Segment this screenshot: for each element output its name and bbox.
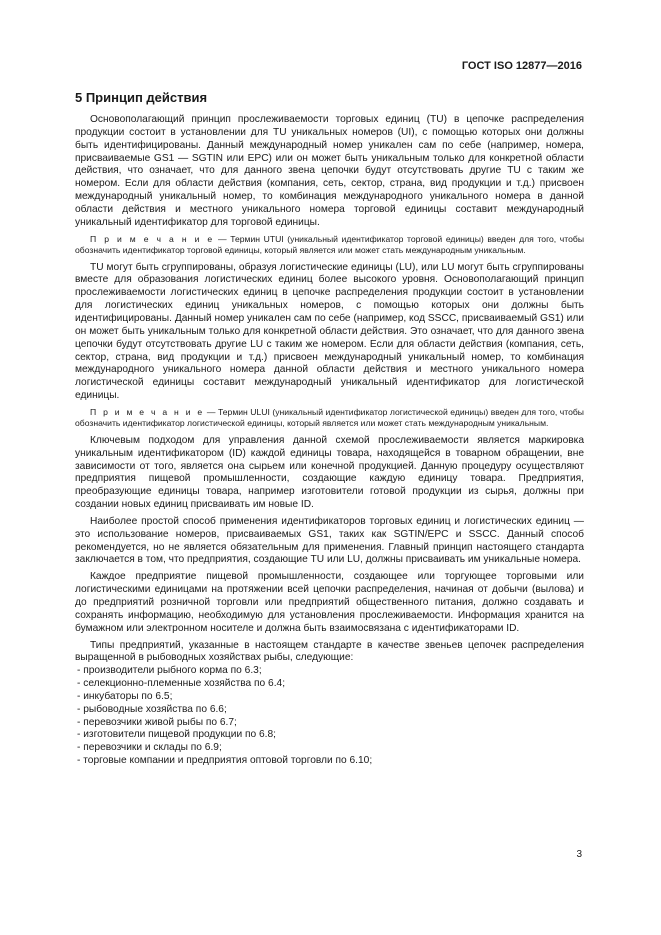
list-item: - рыбоводные хозяйства по 6.6; [77,703,227,715]
list-item: - перевозчики и склады по 6.9; [77,742,222,754]
note-text: — Термин ULUI (уникальный идентификатор логистической единицы) введен для того, чтобы обозначить идентификатор логистической единицы, который является или может стать международным уникальным. [75,406,584,428]
paragraph-trade-units: Основополагающий принцип прослеживаемости торговых единиц (TU) в цепочке распределения продукции состоит в установлении для TU уникальных номеров (UI), с помощью которых они должны быть идентифицированы. Данный международный номер уникален сам по себе (например, номера, присваиваемые GS1 — SGTIN или EPC) или он может быть уникальным только для конкретной области действия, что означает, что для данного звена цепочки будут отсутствовать другие TU с таким же номером. Если для области действия (компания, сеть, сектор, страна, вид продукции и т.д.) присвоен международный уникальный номер, то комбинация международного уникального номера в данной области действия и местного уникального номера торговой единицы составит международный уникальный идентификатор для торговой единицы. [75,114,584,228]
paragraph-key-approach: Ключевым подходом для управления данной схемой прослеживаемости является маркировка уникальным идентификатором (ID) каждой единицы товара, находящейся в товарном обращении, вне зависимости от того, является она сырьем или конечной продукцией. Данную процедуру осуществляют предприятия пищевой промышленности, создающие каждую единицу товара. Предприятия, преобразующие единицы товара, например изготовители готовой продукции из сырья, должны при создании новых единиц присваивать им новые ID. [75,434,584,511]
list-item: - производители рыбного корма по 6.3; [77,665,262,677]
paragraph-information: Каждое предприятие пищевой промышленности, создающее или торгующее торговыми или логистическими единицами на протяжении всей цепочки распределения, начиная от добычи (вылова) и до предприятий розничной торговли или предприятий общественного питания, должно создавать и сохранять информацию, необходимую для установления прослеживаемости. Информация хранится на бумажном или электронном носителе и должна быть взаимосвязана с идентификаторами ID. [75,571,584,634]
paragraph-logistic-units: TU могут быть сгруппированы, образуя логистические единицы (LU), или LU могут быть сгруппированы вместе для образования логистических единиц более высокого уровня. Основополагающий принцип прослеживаемости логистических единиц в цепочке распределения продукции состоит в установлении для логистических единиц уникальных номеров, с помощью которых они должны быть идентифицированы. Данный номер уникален сам по себе (например, код SSCC, присваиваемый GS1) или он может быть уникальным только для конкретной области действия. Это означает, что для данного звена цепочки будут отсутствовать другие LU с таким же номером. Если для области действия (компания, сеть, сектор, страна, вид продукции и т.д.) присвоен международный уникальный номер, то комбинация международного уникального номера данной области действия и местного уникального номера логистической единицы составит международный уникальный идентификатор для логистической единицы. [75,261,584,402]
list-item: - перевозчики живой рыбы по 6.7; [77,716,237,728]
paragraph-gs1-method: Наиболее простой способ применения идентификаторов торговых единиц и логистических единиц — это использование номеров, присваиваемых GS1, таких как SGTIN/EPC и SSCC. Данный способ рекомендуется, но не является обязательным для применения. Главный принцип настоящего стандарта заключается в том, что предприятия, создающие TU или LU, должны присваивать им уникальные номера. [75,515,584,566]
standard-header: ГОСТ ISO 12877—2016 [461,60,582,72]
note-utui [75,234,584,256]
note-text: — Термин UTUI (уникальный идентификатор торговой единицы) введен для того, чтобы обозначить идентификатор торговой единицы, который является или может стать международным уникальным. [75,233,584,255]
list-item: - изготовители пищевой продукции по 6.8; [77,729,276,741]
list-item: - селекционно-племенные хозяйства по 6.4; [77,678,286,690]
page-content [75,90,584,768]
list-item: - торговые компании и предприятия оптовой торговли по 6.10; [77,755,373,767]
paragraph-enterprise-types: Типы предприятий, указанные в настоящем стандарте в качестве звеньев цепочек распределения выращенной в рыбоводных хозяйствах рыбы, следующие: [75,639,584,664]
note-ului [75,407,584,429]
enterprise-type-list [75,665,584,768]
section-title: 5 Принцип действия [75,90,208,105]
page-number: 3 [576,849,582,860]
list-item: - инкубаторы по 6.5; [77,690,173,702]
note-label: П р и м е ч а н и е [90,406,205,417]
note-label: П р и м е ч а н и е [90,233,215,244]
